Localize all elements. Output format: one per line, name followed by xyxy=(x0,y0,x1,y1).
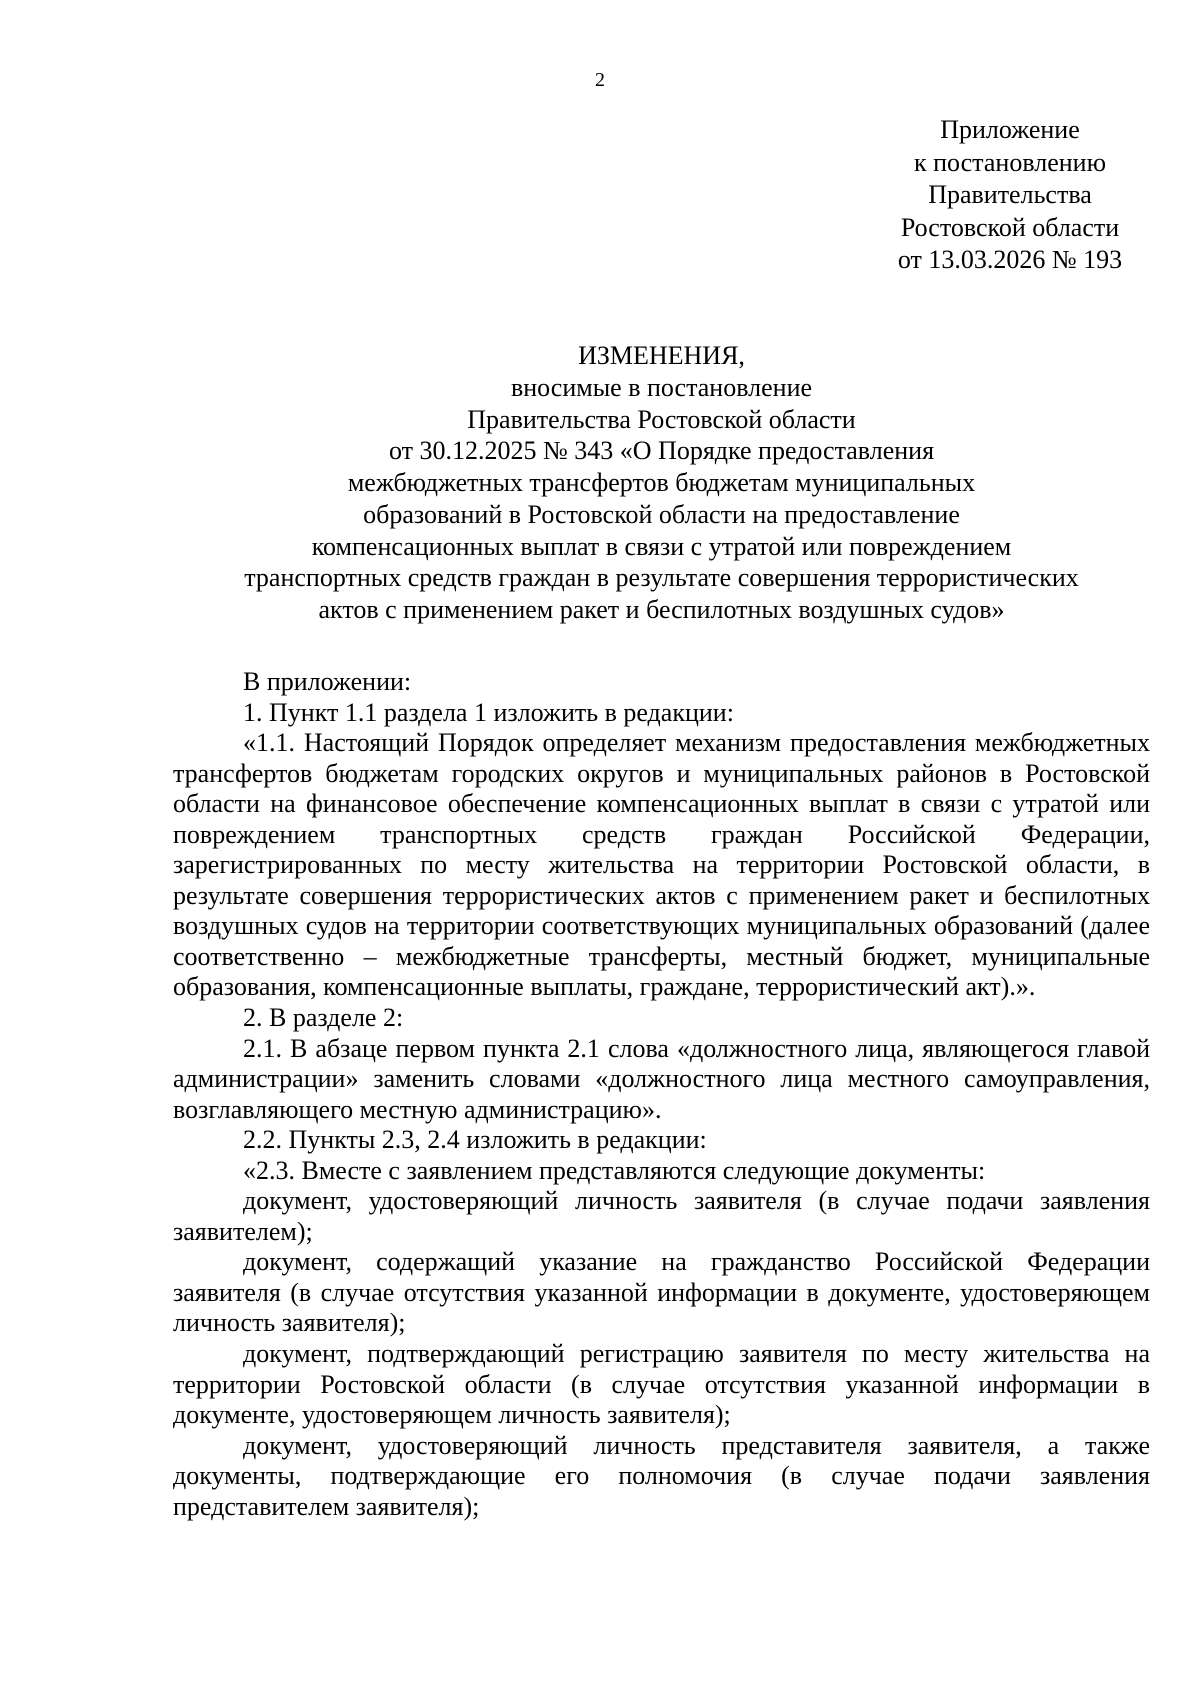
document-body xyxy=(173,667,1150,1522)
page-number: 2 xyxy=(595,69,605,91)
body-paragraph: 1. Пункт 1.1 раздела 1 изложить в редакции: xyxy=(243,697,734,727)
body-paragraph: В приложении: xyxy=(243,667,412,696)
body-paragraph: «1.1. Настоящий Порядок определяет механизм предоставления межбюджетных трансфертов бюджетам городских округов и муниципальных районов в Ростовской области на финансовое обеспечение компенсационных выплат в связи с утратой или повреждением транспортных средств граждан Российской Федерации, зарегистрированных по месту жительства на территории Ростовской области, в результате совершения террористических актов с применением ракет и беспилотных воздушных судов на территории соответствующих муниципальных образований (далее соответственно – межбюджетные трансферты, местный бюджет, муниципальные образования, компенсационные выплаты, граждане, террористический акт).». xyxy=(173,728,1150,1002)
body-paragraph: документ, подтверждающий регистрацию заявителя по месту жительства на территории Ростовской области (в случае отсутствия указанной информации в документе, удостоверяющем личность заявителя); xyxy=(173,1339,1150,1430)
title-line: Правительства Ростовской области xyxy=(467,404,856,434)
appendix-line: от 13.03.2026 № 193 xyxy=(897,245,1123,274)
appendix-block xyxy=(820,114,1200,277)
appendix-line: Приложение xyxy=(940,115,1080,144)
body-paragraph: документ, удостоверяющий личность заявителя (в случае подачи заявления заявителем); xyxy=(173,1186,1150,1246)
title-line: образований в Ростовской области на предоставление xyxy=(363,499,960,529)
title-line: компенсационных выплат в связи с утратой или повреждением xyxy=(311,531,1012,561)
title-heading: ИЗМЕНЕНИЯ, xyxy=(578,341,745,370)
title-line: межбюджетных трансфертов бюджетам муниципальных xyxy=(347,468,976,497)
body-paragraph: «2.3. Вместе с заявлением представляются следующие документы: xyxy=(243,1155,986,1185)
appendix-line: Ростовской области xyxy=(900,212,1120,242)
body-paragraph: документ, содержащий указание на гражданство Российской Федерации заявителя (в случае отсутствия указанной информации в документе, удостоверяющем личность заявителя); xyxy=(173,1247,1150,1338)
body-paragraph: документ, удостоверяющий личность представителя заявителя, а также документы, подтверждающие его полномочия (в случае подачи заявления представителем заявителя); xyxy=(173,1430,1150,1521)
title-line: транспортных средств граждан в результате совершения террористических xyxy=(244,563,1079,593)
appendix-line: Правительства xyxy=(928,180,1092,209)
body-paragraph: 2.1. В абзаце первом пункта 2.1 слова «должностного лица, являющегося главой администрации» заменить словами «должностного лица местного самоуправления, возглавляющего местную администрацию». xyxy=(173,1033,1150,1124)
title-line: от 30.12.2025 № 343 «О Порядке предоставления xyxy=(388,436,935,466)
title-line: актов с применением ракет и беспилотных воздушных судов» xyxy=(318,595,1005,624)
body-paragraph: 2.2. Пункты 2.3, 2.4 изложить в редакции: xyxy=(243,1125,707,1155)
body-paragraph: 2. В разделе 2: xyxy=(243,1003,404,1033)
title-line: вносимые в постановление xyxy=(510,372,813,402)
appendix-line: к постановлению xyxy=(913,147,1107,177)
document-title xyxy=(173,340,1150,626)
